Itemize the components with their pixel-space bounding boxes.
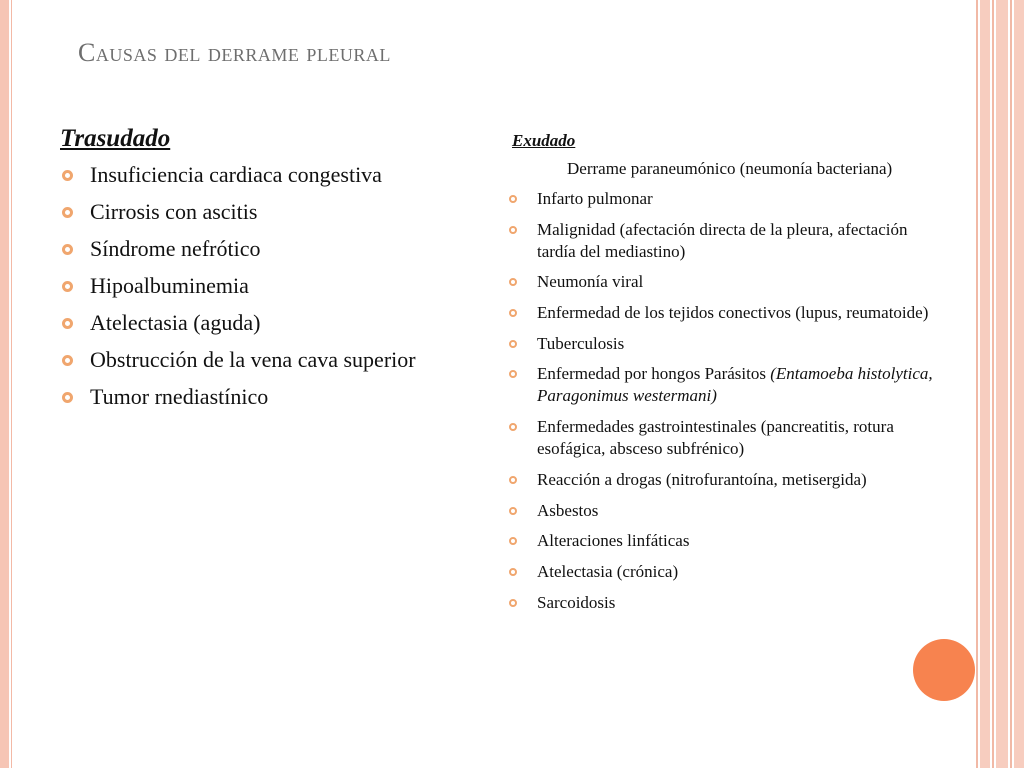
list-item: Enfermedad de los tejidos conectivos (lupus, reumatoide) — [508, 302, 940, 324]
bullet-icon — [62, 318, 73, 329]
bullet-icon — [62, 355, 73, 366]
list-item: Alteraciones linfáticas — [508, 530, 940, 552]
list-item: Infarto pulmonar — [508, 188, 940, 210]
list-item: Reacción a drogas (nitrofurantoína, metisergida) — [508, 469, 940, 491]
exudado-column — [508, 130, 940, 622]
decorative-circle-icon — [913, 639, 975, 701]
list-item: Neumonía viral — [508, 271, 940, 293]
list-item: Tuberculosis — [508, 333, 940, 355]
bullet-icon — [509, 599, 517, 607]
bullet-icon — [509, 568, 517, 576]
trasudado-list — [60, 160, 480, 411]
parasite-species: (Entamoeba histolytica, Paragonimus westermani) — [537, 364, 933, 406]
bullet-icon — [62, 207, 73, 218]
bullet-icon — [509, 195, 517, 203]
exudado-heading: Exudado — [512, 131, 576, 150]
bullet-icon — [62, 244, 73, 255]
list-item: Malignidad (afectación directa de la pleura, afectación tardía del mediastino) — [508, 219, 940, 263]
left-decorative-line — [11, 0, 12, 768]
slide-title: Causas del derrame pleural — [78, 38, 391, 67]
exudado-list — [508, 188, 940, 614]
list-item: Sarcoidosis — [508, 592, 940, 614]
bullet-icon — [62, 170, 73, 181]
bullet-icon — [509, 226, 517, 234]
list-item: Síndrome nefrótico — [60, 234, 480, 263]
bullet-icon — [509, 507, 517, 515]
bullet-icon — [509, 278, 517, 286]
bullet-icon — [509, 340, 517, 348]
list-item: Asbestos — [508, 500, 940, 522]
list-item: Enfermedades gastrointestinales (pancreatitis, rotura esofágica, absceso subfrénico) — [508, 416, 940, 460]
right-decorative-band — [976, 0, 1024, 768]
list-item: Atelectasia (aguda) — [60, 308, 480, 337]
list-item: Insuficiencia cardiaca congestiva — [60, 160, 480, 189]
list-item: Hipoalbuminemia — [60, 271, 480, 300]
list-item: Obstrucción de la vena cava superior — [60, 345, 480, 374]
bullet-icon — [62, 392, 73, 403]
trasudado-column — [60, 124, 480, 419]
list-item: Atelectasia (crónica) — [508, 561, 940, 583]
bullet-icon — [509, 423, 517, 431]
list-item: Tumor rnediastínico — [60, 382, 480, 411]
bullet-icon — [509, 370, 517, 378]
list-item: Enfermedad por hongos Parásitos (Entamoeba histolytica, Paragonimus westermani) — [508, 363, 940, 407]
trasudado-heading: Trasudado — [60, 125, 171, 152]
exudado-intro: Derrame paraneumónico (neumonía bacteriana) — [567, 159, 893, 178]
bullet-icon — [509, 537, 517, 545]
bullet-icon — [509, 476, 517, 484]
left-decorative-stripe — [0, 0, 9, 768]
bullet-icon — [62, 281, 73, 292]
list-item: Cirrosis con ascitis — [60, 197, 480, 226]
bullet-icon — [509, 309, 517, 317]
